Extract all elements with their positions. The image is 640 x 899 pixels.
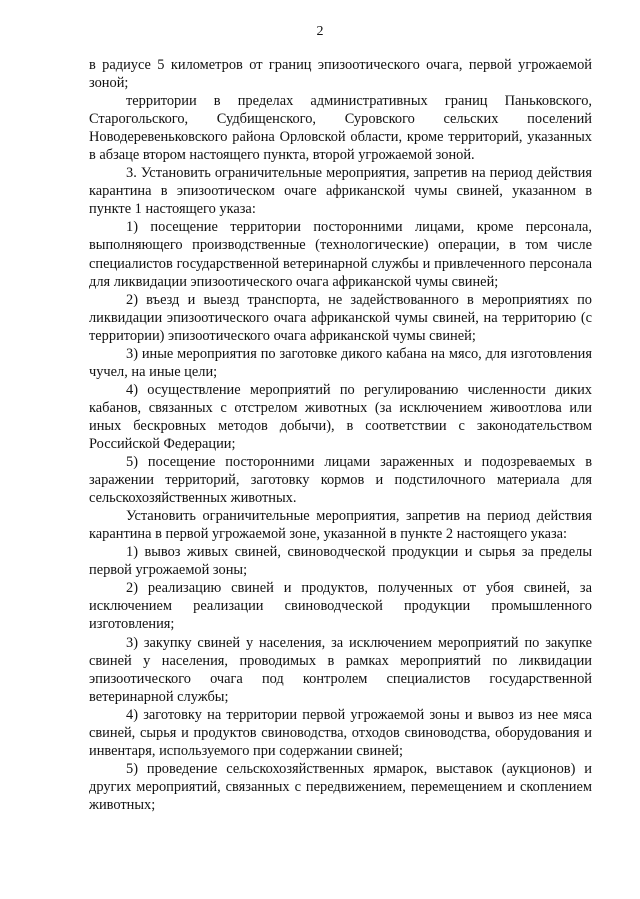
list-item: 4) заготовку на территории первой угрожаемой зоны и вывоз из нее мяса свиней, сырья и продуктов свиноводства, отходов свиноводства, оборудования и инвентаря, используемого при содержании свиней; — [89, 706, 592, 759]
paragraph-second-zone: территории в пределах административных границ Паньковского, Старогольского, Судбищенского, Суровского сельских поселений Новодеревеньковского района Орловской области, кроме территорий, указанных в абзаце втором настоящего пункта, второй угрожаемой зоной. — [89, 93, 592, 164]
list-item: 4) осуществление мероприятий по регулированию численности диких кабанов, связанных с отстрелом животных (за исключением живоотлова или иных бескровных методов добычи), в соответствии с законодательством Российской Федерации; — [89, 381, 592, 452]
list-item: 3) иные мероприятия по заготовке дикого кабана на мясо, для изготовления чучел, на иные цели; — [89, 345, 592, 380]
document-body — [89, 56, 592, 814]
list-item: 5) посещение посторонними лицами зараженных и подозреваемых в заражении территорий, заготовку кормов и подстилочного материала для сельскохозяйственных животных. — [89, 454, 592, 507]
list-item: 1) посещение территории посторонними лицами, кроме персонала, выполняющего производственные (технологические) операции, в том числе специалистов государственной ветеринарной службы и привлеченного персонала для ликвидации эпизоотического очага африканской чумы свиней; — [89, 219, 592, 290]
list-item: 3) закупку свиней у населения, за исключением мероприятий по закупке свиней у населения, проводимых в рамках мероприятий по ликвидации эпизоотического очага под контролем специалистов государственной ветеринарной службы; — [89, 634, 592, 705]
list-item: 5) проведение сельскохозяйственных ярмарок, выставок (аукционов) и других мероприятий, связанных с передвижением, перемещением и скоплением животных; — [89, 760, 592, 813]
paragraph-first-zone-heading: Установить ограничительные мероприятия, запретив на период действия карантина в первой угрожаемой зоне, указанной в пункте 2 настоящего указа: — [89, 508, 592, 543]
list-item: 2) реализацию свиней и продуктов, полученных от убоя свиней, за исключением реализации свиноводческой продукции промышленного изготовления; — [89, 580, 592, 633]
paragraph-continuation: в радиусе 5 километров от границ эпизоотического очага, первой угрожаемой зоной; — [89, 57, 592, 92]
paragraph-item-3-heading: 3. Установить ограничительные мероприятия, запретив на период действия карантина в эпизоотическом очаге африканской чумы свиней, указанном в пункте 1 настоящего указа: — [89, 165, 592, 218]
page-number: 2 — [316, 24, 324, 39]
list-item: 2) въезд и выезд транспорта, не задействованного в мероприятиях по ликвидации эпизоотического очага африканской чумы свиней, на территорию (с территории) эпизоотического очага африканской чумы свиней; — [89, 291, 592, 344]
list-item: 1) вывоз живых свиней, свиноводческой продукции и сырья за пределы первой угрожаемой зоны; — [89, 544, 592, 579]
